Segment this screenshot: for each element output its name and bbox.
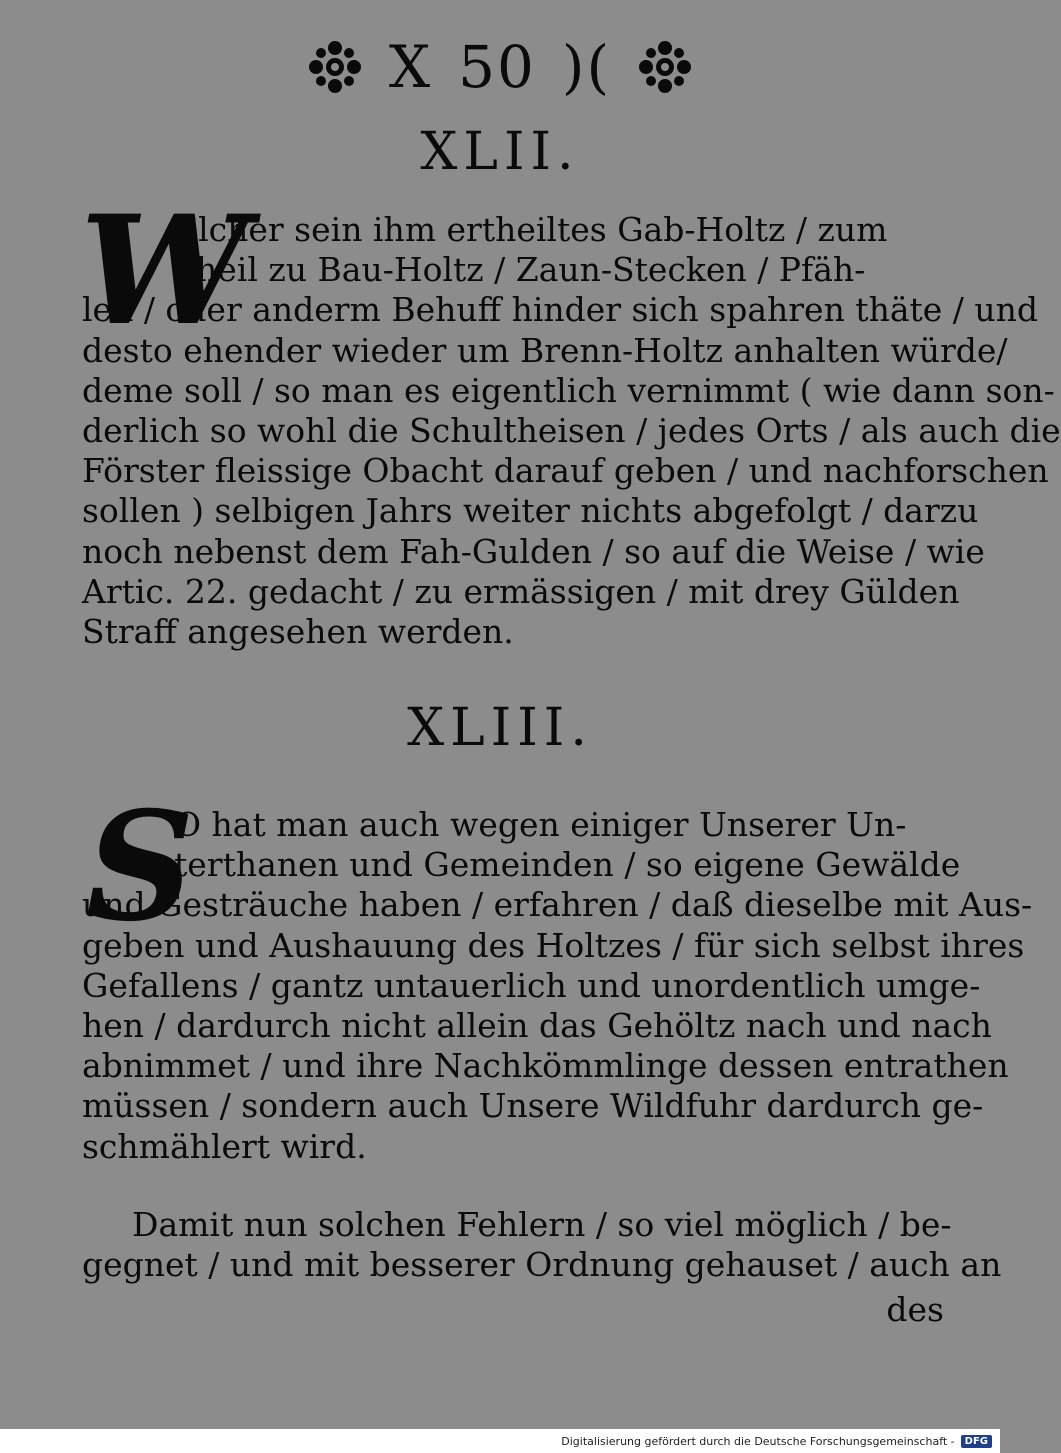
catchword: des [886, 1290, 944, 1329]
text-line: Gefallens / gantz untauerlich und unordentlich umge- [82, 965, 981, 1005]
dfg-logo: DFG [961, 1435, 992, 1448]
text-line: O hat man auch wegen einiger Unserer Un- [174, 805, 907, 844]
page-header [0, 33, 1000, 101]
floral-ornament-icon [637, 39, 693, 95]
text-line: gegnet / und mit besserer Ordnung gehauset / auch an [82, 1245, 1002, 1285]
text-line: sollen ) selbigen Jahrs weiter nichts abgefolgt / darzu [82, 491, 979, 531]
text-line: len / oder anderm Behuff hinder sich spahren thäte / und [82, 290, 1039, 330]
text-line: Damit nun solchen Fehlern / so viel möglich / be- [132, 1205, 952, 1244]
footer-text: Digitalisierung gefördert durch die Deutsche Forschungsgemeinschaft - [561, 1434, 955, 1448]
text-line: deme soll / so man es eigentlich vernimmt ( wie dann son- [82, 370, 1055, 410]
text-line: Theil zu Bau-Holtz / Zaun-Stecken / Pfäh- [174, 250, 866, 290]
section-heading: XLIII. [407, 698, 593, 758]
floral-ornament-icon [307, 39, 363, 95]
drop-cap: W [80, 183, 249, 359]
text-line: Förster fleissige Obacht darauf geben / und nachforschen [82, 451, 1049, 491]
text-line: desto ehender wieder um Brenn-Holtz anhalten würde/ [82, 330, 1008, 370]
text-line: noch nebenst dem Fah-Gulden / so auf die Weise / wie [82, 531, 985, 571]
header-right-bracket: )( [561, 33, 612, 101]
digitization-footer [0, 1429, 1000, 1453]
header-left-bracket: X [388, 33, 433, 101]
text-line: geben und Aushauung des Holtzes / für sich selbst ihres [82, 925, 1025, 965]
section-heading: XLII. [420, 122, 580, 182]
closing-paragraph [82, 1205, 1002, 1285]
text-line: derlich so wohl die Schultheisen / jedes Orts / als auch die [82, 410, 1061, 450]
text-line: terthanen und Gemeinden / so eigene Gewälde [174, 845, 961, 885]
paragraph [82, 805, 1033, 1167]
drop-cap: S [86, 779, 195, 955]
text-line: Straff angesehen werden. [82, 611, 514, 651]
text-line: abnimmet / und ihre Nachkömmlinge dessen entrathen [82, 1046, 1009, 1086]
text-line: müssen / sondern auch Unsere Wildfuhr dardurch ge- [82, 1086, 984, 1126]
text-line: und Gesträuche haben / erfahren / daß dieselbe mit Aus- [82, 885, 1033, 925]
text-line: hen / dardurch nicht allein das Gehöltz nach und nach [82, 1005, 992, 1045]
text-line: schmählert wird. [82, 1126, 367, 1166]
paragraph [82, 210, 1061, 652]
page-number: 50 [458, 33, 536, 101]
text-line: Artic. 22. gedacht / zu ermässigen / mit drey Gülden [82, 571, 960, 611]
text-line: Elcher sein ihm ertheiltes Gab-Holtz / zum [174, 210, 888, 249]
